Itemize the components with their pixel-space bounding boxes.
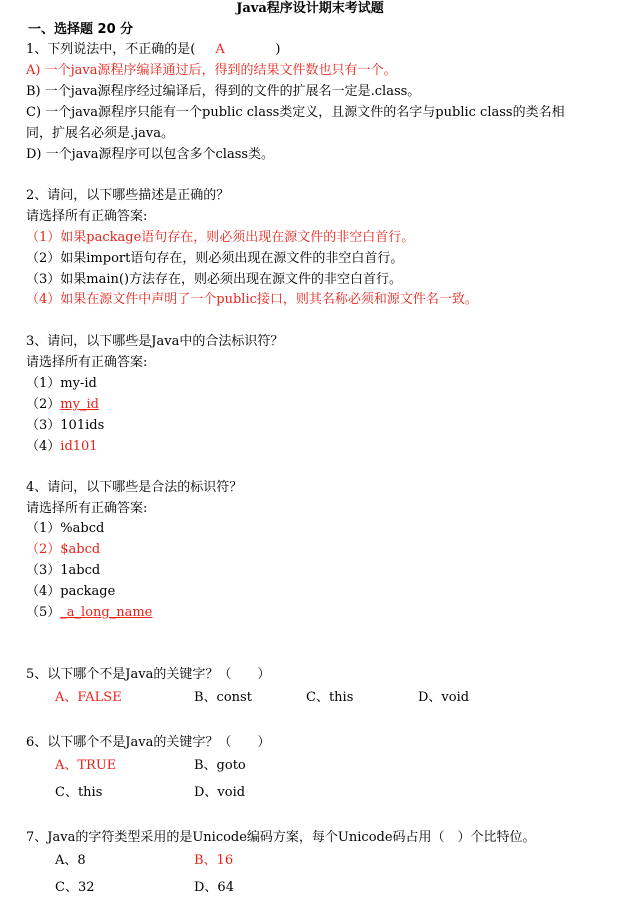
q6-option-c: C、this [55,785,103,800]
q3-option-1: （1）my-id [26,376,97,391]
q1-option-b: B) 一个java源程序经过编译后，得到的文件的扩展名一定是.class。 [26,84,421,99]
q4-option-4: （4）package [26,584,116,599]
section-heading: 一、选择题 20 分 [28,22,134,37]
q4-option-3: （3）1abcd [26,563,101,578]
q4-option-5-text: _a_long_name [60,605,153,620]
q5-option-c: C、this [306,690,354,705]
document-title: Java程序设计期末考试题 [236,1,384,16]
q3-option-3: （3）101ids [26,418,105,433]
q7-option-c: C、32 [55,880,95,895]
q5-stem: 5、以下哪个不是Java的关键字？（ ） [26,667,271,682]
q7-stem: 7、Java的字符类型采用的是Unicode编码方案，每个Unicode码占用（ ）个比特位。 [26,830,536,845]
q2-option-2: （2）如果import语句存在，则必须出现在源文件的非空白首行。 [26,251,404,266]
q2-option-1: （1）如果package语句存在，则必须出现在源文件的非空白首行。 [26,230,415,245]
q6-option-a: A、TRUE [55,758,117,773]
q2-stem: 2、请问，以下哪些描述是正确的？ [26,188,230,203]
q4-option-5 [26,605,152,621]
q2-prompt: 请选择所有正确答案: [26,209,148,224]
q5-option-a: A、FALSE [55,690,122,705]
q3-option-2 [26,397,99,413]
q7-option-a: A、8 [55,853,86,868]
q6-option-d: D、void [194,785,246,800]
q1-stem [26,42,280,58]
q6-stem: 6、以下哪个不是Java的关键字？（ ） [26,735,271,750]
q1-answer: A [215,42,225,57]
q1-option-d: D) 一个java源程序可以包含多个class类。 [26,147,275,162]
q4-option-5-prefix: （5） [26,605,61,620]
q7-option-d: D、64 [194,880,234,895]
q1-stem-end: ) [275,42,281,57]
q4-option-2: （2）$abcd [26,542,101,557]
q7-option-b: B、16 [194,853,234,868]
q4-prompt: 请选择所有正确答案: [26,501,148,516]
q3-option-2-text: my_id [60,397,99,412]
q5-option-b: B、const [194,690,252,705]
q1-stem-text: 1、下列说法中，不正确的是( [26,42,196,57]
q3-option-4-text: id101 [60,439,98,454]
q1-option-a: A) 一个java源程序编译通过后，得到的结果文件数也只有一个。 [26,63,397,78]
q3-option-2-prefix: （2） [26,397,61,412]
q3-option-4 [26,439,98,455]
q3-option-4-prefix: （4） [26,439,61,454]
q4-stem: 4、请问，以下哪些是合法的标识符？ [26,480,243,495]
q6-option-b: B、goto [194,758,246,773]
q1-option-c-line2: 同，扩展名必须是.java。 [26,126,175,141]
q5-option-d: D、void [418,690,470,705]
q3-prompt: 请选择所有正确答案: [26,355,148,370]
q1-option-c-line1: C) 一个java源程序只能有一个public class类定义，且源文件的名字与public class的类名相 [26,105,565,120]
q2-option-4: （4）如果在源文件中声明了一个public接口，则其名称必须和源文件名一致。 [26,292,478,307]
q3-stem: 3、请问，以下哪些是Java中的合法标识符？ [26,334,284,349]
q4-option-1: （1）%abcd [26,521,105,536]
q2-option-3: （3）如果main()方法存在，则必须出现在源文件的非空白首行。 [26,272,403,287]
